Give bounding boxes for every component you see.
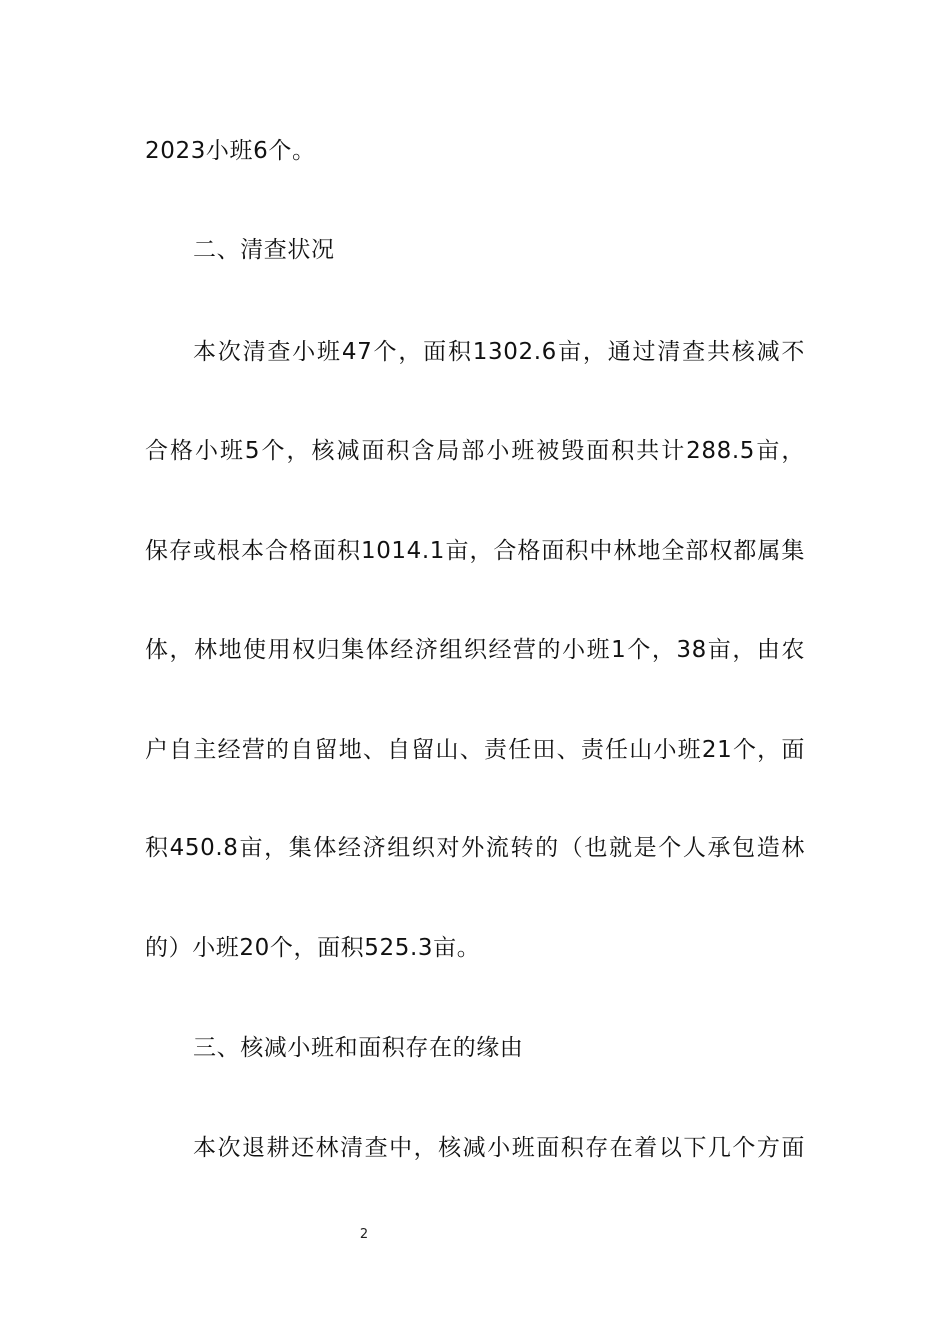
paragraph-line: 本次清查小班47个，面积1302.6亩，通过清查共核减不 [193,339,805,365]
paragraph-line: 本次退耕还林清查中，核减小班面积存在着以下几个方面 [193,1135,805,1161]
paragraph-line: 2023小班6个。 [145,138,316,164]
section-heading: 二、清查状况 [193,237,335,263]
paragraph-line: 的）小班20个，面积525.3亩。 [145,935,481,961]
paragraph-line: 保存或根本合格面积1014.1亩，合格面积中林地全部权都属集 [145,538,805,564]
paragraph-line: 合格小班5个，核减面积含局部小班被毁面积共计288.5亩， [145,438,805,464]
section-heading: 三、核减小班和面积存在的缘由 [193,1035,524,1061]
page-number: 2 [359,1227,369,1242]
paragraph-line: 户自主经营的自留地、自留山、责任田、责任山小班21个，面 [145,737,805,763]
paragraph-line: 积450.8亩，集体经济组织对外流转的（也就是个人承包造林 [145,835,805,861]
paragraph-line: 体，林地使用权归集体经济组织经营的小班1个，38亩，由农 [145,637,805,663]
